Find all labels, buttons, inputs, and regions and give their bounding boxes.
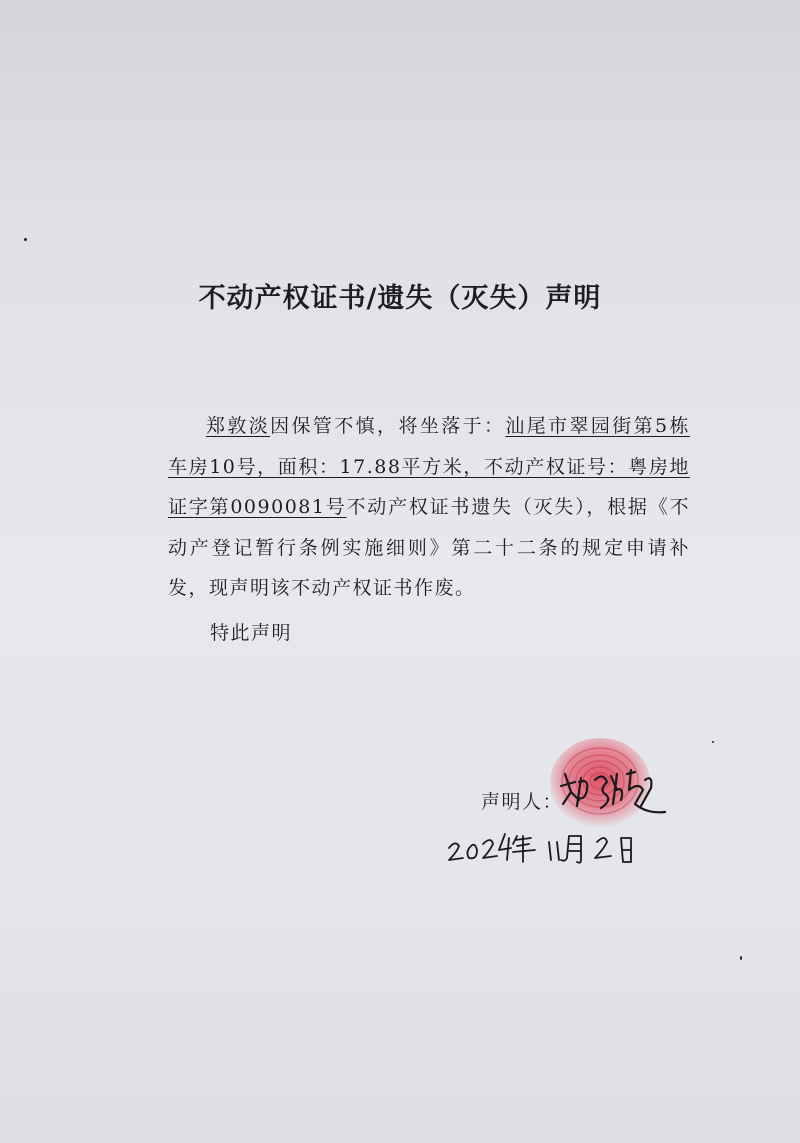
property-location: 汕尾市翠园街第5栋车房10号，面积：17.88平方米，不动产权证号：粤房地证字第0090081号 <box>168 415 690 518</box>
declarant-label: 声明人： <box>481 791 564 813</box>
declaration-body <box>168 406 690 609</box>
closing-statement: 特此声明 <box>210 622 293 644</box>
body-text-part-2: 不动产权证书遗失（灭失），根据《不动产登记暂行条例实施细则》第二十二条的规定申请补发，现声明该不动产权证书作废。 <box>168 496 690 599</box>
scan-speck <box>740 956 742 960</box>
scan-speck <box>24 238 27 241</box>
page-title: 不动产权证书/遗失（灭失）声明 <box>198 283 602 314</box>
handwritten-signature <box>555 760 675 822</box>
signing-date-text <box>0 0 1 1</box>
scan-speck <box>712 741 714 743</box>
handwritten-date <box>445 822 645 866</box>
owner-name: 郑敦淡 <box>206 415 271 437</box>
body-text-part-1: 因保管不慎，将坐落于： <box>270 415 506 437</box>
